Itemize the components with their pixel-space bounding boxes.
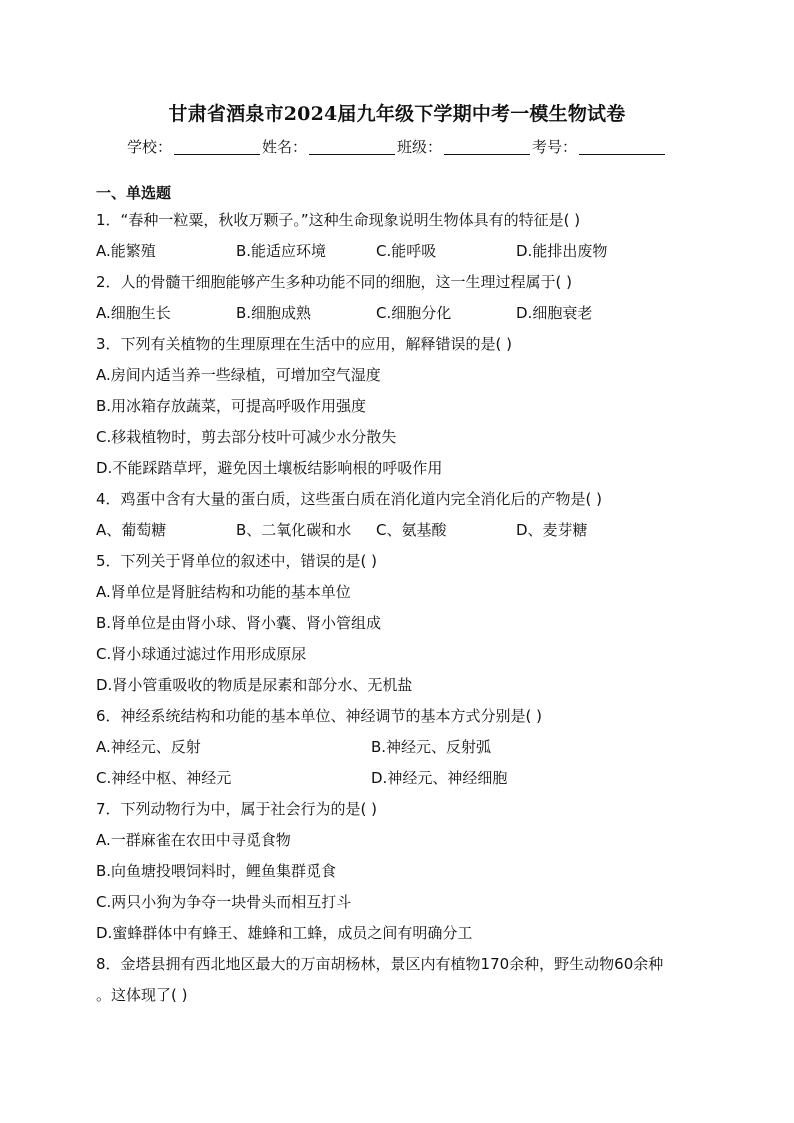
option-b[interactable]: B.能适应环境 (236, 242, 327, 260)
class-field (397, 136, 532, 158)
name-field (262, 136, 397, 158)
question-text: 人的骨髓干细胞能够产生多种功能不同的细胞，这一生理过程属于( ) (120, 273, 573, 291)
school-blank[interactable] (174, 140, 260, 155)
option-a[interactable]: A.细胞生长 (96, 304, 171, 322)
question-2 (96, 267, 698, 298)
option-d[interactable]: D.肾小管重吸收的物质是尿素和部分水、无机盐 (96, 676, 413, 694)
class-blank[interactable] (444, 140, 530, 155)
question-4-options (96, 515, 698, 546)
question-number: 6． (96, 707, 121, 725)
section-heading: 一、单选题 (96, 184, 172, 202)
option-d[interactable]: D.蜜蜂群体中有蜂王、雄蜂和工蜂，成员之间有明确分工 (96, 924, 473, 942)
question-text: 下列关于肾单位的叙述中，错误的是( ) (120, 552, 378, 570)
question-number: 4． (96, 490, 121, 508)
option-a[interactable]: A.神经元、反射 (96, 738, 201, 756)
option-b[interactable]: B.细胞成熟 (236, 304, 312, 322)
question-text: 神经系统结构和功能的基本单位、神经调节的基本方式分别是( ) (120, 707, 543, 725)
question-number: 1． (96, 211, 121, 229)
question-6-options-row-2 (96, 763, 698, 794)
option-a[interactable]: A.房间内适当养一些绿植，可增加空气湿度 (96, 366, 381, 384)
question-8-continued: 。这体现了( ) (96, 986, 188, 1004)
option-b[interactable]: B、二氧化碳和水 (236, 521, 352, 539)
option-a[interactable]: A、葡萄糖 (96, 521, 167, 539)
option-c[interactable]: C.肾小球通过滤过作用形成原尿 (96, 645, 307, 663)
option-b[interactable]: B.肾单位是由肾小球、肾小囊、肾小管组成 (96, 614, 382, 632)
option-c[interactable]: C.神经中枢、神经元 (96, 769, 232, 787)
exam-no-field (532, 136, 667, 158)
question-number: 8． (96, 955, 121, 973)
option-c[interactable]: C.能呼吸 (376, 242, 437, 260)
class-label: 班级： (397, 138, 443, 156)
name-blank[interactable] (309, 140, 395, 155)
school-field (127, 136, 262, 158)
question-1 (96, 205, 698, 236)
question-number: 2． (96, 273, 121, 291)
option-c[interactable]: C.细胞分化 (376, 304, 452, 322)
option-a[interactable]: A.一群麻雀在农田中寻觅食物 (96, 831, 291, 849)
question-number: 7． (96, 800, 121, 818)
option-d[interactable]: D.不能踩踏草坪，避免因土壤板结影响根的呼吸作用 (96, 459, 443, 477)
option-b[interactable]: B.用冰箱存放蔬菜，可提高呼吸作用强度 (96, 397, 367, 415)
question-text: 下列有关植物的生理原理在生活中的应用，解释错误的是( ) (120, 335, 513, 353)
option-d[interactable]: D.能排出废物 (516, 242, 608, 260)
exam-title: 甘肃省酒泉市2024届九年级下学期中考一模生物试卷 (168, 103, 626, 125)
option-b[interactable]: B.向鱼塘投喂饲料时，鲤鱼集群觅食 (96, 862, 337, 880)
question-number: 3． (96, 335, 121, 353)
option-a[interactable]: A.能繁殖 (96, 242, 156, 260)
question-7 (96, 794, 698, 825)
question-6-options-row-1 (96, 732, 698, 763)
name-label: 姓名： (261, 138, 307, 156)
question-6 (96, 701, 698, 732)
school-label: 学校： (126, 138, 172, 156)
option-d[interactable]: D.细胞衰老 (516, 304, 593, 322)
exam-no-blank[interactable] (579, 140, 665, 155)
question-2-options (96, 298, 698, 329)
option-c[interactable]: C.移栽植物时，剪去部分枝叶可减少水分散失 (96, 428, 397, 446)
question-number: 5． (96, 552, 121, 570)
option-a[interactable]: A.肾单位是肾脏结构和功能的基本单位 (96, 583, 351, 601)
student-info-row (96, 132, 698, 158)
question-8 (96, 949, 698, 980)
question-text: 金塔县拥有西北地区最大的万亩胡杨林，景区内有植物170余种，野生动物60余种 (120, 955, 664, 973)
exam-no-label: 考号： (532, 138, 578, 156)
option-b[interactable]: B.神经元、反射弧 (371, 738, 492, 756)
question-4 (96, 484, 698, 515)
option-d[interactable]: D、麦芽糖 (516, 521, 588, 539)
question-1-options (96, 236, 698, 267)
question-3 (96, 329, 698, 360)
option-c[interactable]: C.两只小狗为争夺一块骨头而相互打斗 (96, 893, 352, 911)
question-text: 下列动物行为中，属于社会行为的是( ) (120, 800, 378, 818)
question-5 (96, 546, 698, 577)
option-d[interactable]: D.神经元、神经细胞 (371, 769, 508, 787)
option-c[interactable]: C、氨基酸 (376, 521, 447, 539)
question-text: “春种一粒粟，秋收万颗子。”这种生命现象说明生物体具有的特征是( ) (120, 211, 581, 229)
question-text: 鸡蛋中含有大量的蛋白质，这些蛋白质在消化道内完全消化后的产物是( ) (120, 490, 603, 508)
